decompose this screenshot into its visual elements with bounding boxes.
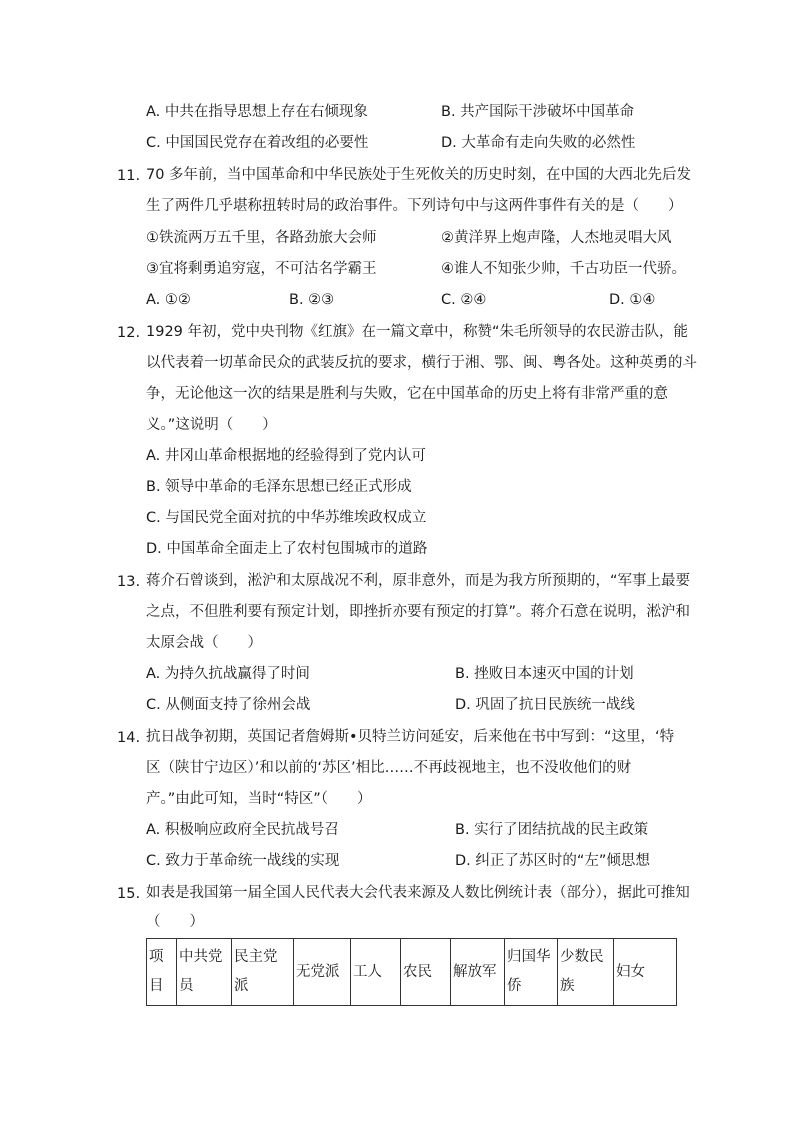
q14-stem-line-1: 抗日战争初期，英国记者詹姆斯•贝特兰访问延安，后来他在书中写到：“这里，‘特 [146, 729, 675, 745]
q10-option-a: A. 中共在指导思想上存在右倾现象 [146, 104, 368, 120]
q14-option-c: C. 致力于革命统一战线的实现 [146, 853, 340, 869]
table-header-cell: 民主党派 [232, 939, 294, 1006]
delegate-statistics-table [146, 938, 677, 1006]
q13-stem-line-3: 太原会战（ ） [146, 635, 262, 651]
q13-option-b: B. 挫败日本速灭中国的计划 [455, 666, 634, 682]
q14-option-d: D. 纠正了苏区时的“左”倾思想 [455, 853, 650, 869]
q13-stem-line-1: 蒋介石曾谈到，淞沪和太原战况不利，原非意外，而是为我方所预期的，“军事上最要 [146, 573, 691, 589]
q10-option-d: D. 大革命有走向失败的必然性 [441, 135, 636, 151]
q12-option-b: B. 领导中革命的毛泽东思想已经正式形成 [146, 479, 412, 495]
table-header-cell: 工人 [351, 939, 401, 1006]
q14-option-b: B. 实行了团结抗战的民主政策 [455, 822, 649, 838]
q12-stem-line-2: 以代表着一切革命民众的武装反抗的要求，横行于湘、鄂、闽、粤各处。这种英勇的斗 [146, 355, 697, 371]
q11-option-c: C. ②④ [441, 292, 487, 308]
q11-option-a: A. ①② [146, 292, 191, 308]
q12-stem-line-1: 1929 年初，党中央刊物《红旗》在一篇文章中，称赞“朱毛所领导的农民游击队，能 [146, 324, 689, 340]
q12-option-c: C. 与国民党全面对抗的中华苏维埃政权成立 [146, 510, 427, 526]
table-header-cell: 农民 [401, 939, 451, 1006]
q13-option-c: C. 从侧面支持了徐州会战 [146, 697, 311, 713]
q11-stem-line-1: 70 多年前，当中国革命和中华民族处于生死攸关的历史时刻，在中国的大西北先后发 [146, 167, 692, 183]
q12-number: 12. [117, 325, 141, 341]
q10-option-b: B. 共产国际干涉破坏中国革命 [441, 104, 635, 120]
q14-stem-line-2: 区（陕甘宁边区）’和以前的‘苏区’相比……不再歧视地主，也不没收他们的财 [146, 760, 632, 776]
q11-stem-line-2: 生了两件几乎堪称扭转时局的政治事件。下列诗句中与这两件事件有关的是（ ） [146, 198, 683, 214]
q11-statement-2: ②黄洋界上炮声隆，人杰地灵唱大风 [441, 230, 672, 246]
q13-number: 13. [117, 574, 141, 590]
q14-number: 14. [117, 730, 141, 746]
table-header-cell: 妇女 [614, 939, 677, 1006]
q11-statement-4: ④谁人不知张少帅，千古功臣一代骄。 [441, 261, 686, 277]
q11-option-b: B. ②③ [289, 292, 335, 308]
q15-stem-line-1: 如表是我国第一届全国人民代表大会代表来源及人数比例统计表（部分），据此可推知 [146, 885, 690, 901]
q11-statement-1: ①铁流两万五千里，各路劲旅大会师 [146, 230, 377, 246]
q13-option-d: D. 巩固了抗日民族统一战线 [455, 697, 635, 713]
table-header-cell: 归国华侨 [505, 939, 558, 1006]
table-header-cell: 项目 [147, 939, 177, 1006]
q14-option-a: A. 积极响应政府全民抗战号召 [146, 822, 339, 838]
q11-statement-3: ③宜将剩勇追穷寇，不可沽名学霸王 [146, 261, 377, 277]
q12-stem-line-4: 义。”这说明（ ） [146, 417, 277, 433]
q15-number: 15. [117, 886, 141, 902]
q11-option-d: D. ①④ [609, 292, 656, 308]
q12-stem-line-3: 争，无论他这一次的结果是胜利与失败，它在中国革命的历史上将有非常严重的意 [146, 386, 668, 402]
table-header-cell: 无党派 [294, 939, 351, 1006]
table-header-row [147, 939, 677, 1006]
table-header-cell: 少数民族 [558, 939, 614, 1006]
q15-stem-line-2: （ ） [146, 914, 204, 930]
table-header-cell: 中共党员 [177, 939, 232, 1006]
table-header-cell: 解放军 [451, 939, 505, 1006]
q12-option-a: A. 井冈山革命根据地的经验得到了党内认可 [146, 448, 426, 464]
q13-stem-line-2: 之点，不但胜利要有预定计划，即挫折亦要有预定的打算”。蒋介石意在说明，淞沪和 [146, 604, 691, 620]
q14-stem-line-3: 产。”由此可知，当时“特区”（ ） [146, 791, 372, 807]
q13-option-a: A. 为持久抗战赢得了时间 [146, 666, 310, 682]
q11-number: 11. [117, 168, 141, 184]
q12-option-d: D. 中国革命全面走上了农村包围城市的道路 [146, 541, 428, 557]
q10-option-c: C. 中国国民党存在着改组的必要性 [146, 135, 369, 151]
